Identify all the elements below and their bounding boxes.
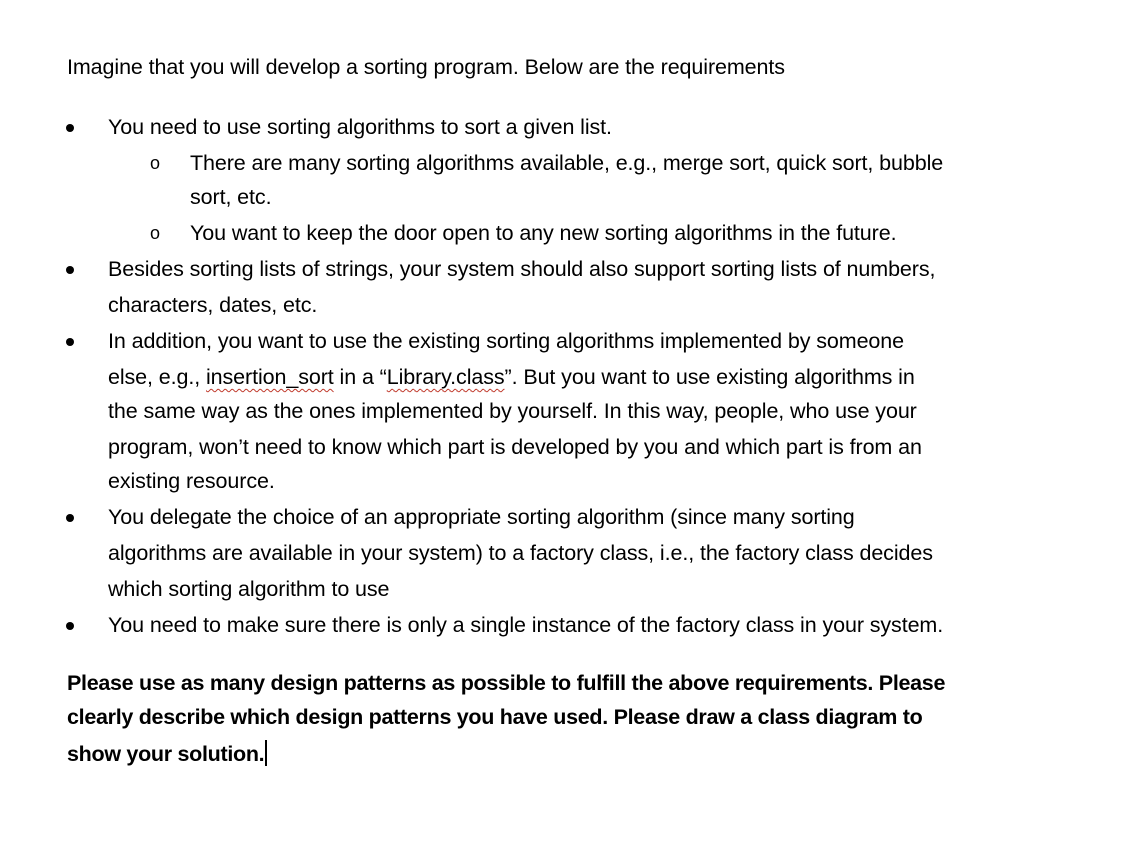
text-segment: else, e.g., [108, 365, 206, 389]
bullet-text: existing resource. [108, 469, 275, 493]
sub-bullet-marker: o [150, 153, 161, 173]
spellcheck-word[interactable]: insertion_sort [206, 365, 334, 389]
text-segment: ”. But you want to use existing algorithms in [504, 365, 915, 389]
bullet-text: which sorting algorithm to use [108, 577, 390, 601]
bullet-text: program, won’t need to know which part is developed by you and which part is from an [108, 435, 922, 459]
bullet-text: In addition, you want to use the existing sorting algorithms implemented by someone [108, 329, 905, 353]
sub-bullet-text: There are many sorting algorithms available, e.g., merge sort, quick sort, bubble [190, 151, 944, 175]
sub-bullet-text: sort, etc. [190, 185, 272, 209]
bullet-dot [66, 124, 74, 132]
bullet-dot [66, 266, 74, 274]
bullet-text: You need to use sorting algorithms to sort a given list. [108, 115, 612, 139]
bullet-text-with-code [108, 364, 915, 390]
closing-line: Please use as many design patterns as possible to fulfill the above requirements. Please [67, 671, 946, 695]
text-segment: in a “ [333, 365, 387, 389]
bullet-text: algorithms are available in your system) to a factory class, i.e., the factory class decides [108, 541, 933, 565]
closing-line-text: show your solution. [67, 742, 265, 766]
bullet-dot [66, 622, 74, 630]
closing-line-last [67, 740, 267, 767]
bullet-text: You need to make sure there is only a single instance of the factory class in your system. [108, 613, 944, 637]
sub-bullet-text: You want to keep the door open to any new sorting algorithms in the future. [190, 221, 897, 245]
bullet-text: the same way as the ones implemented by yourself. In this way, people, who use your [108, 399, 917, 423]
bullet-text: You delegate the choice of an appropriate sorting algorithm (since many sorting [108, 505, 855, 529]
bullet-dot [66, 338, 74, 346]
bullet-text: characters, dates, etc. [108, 293, 318, 317]
sub-bullet-marker: o [150, 223, 161, 243]
text-cursor [265, 740, 267, 766]
bullet-text: Besides sorting lists of strings, your system should also support sorting lists of numbers, [108, 257, 936, 281]
spellcheck-word[interactable]: Library.class [386, 365, 505, 389]
bullet-dot [66, 514, 74, 522]
intro-paragraph: Imagine that you will develop a sorting program. Below are the requirements [67, 55, 785, 79]
closing-line: clearly describe which design patterns you have used. Please draw a class diagram to [67, 705, 923, 729]
